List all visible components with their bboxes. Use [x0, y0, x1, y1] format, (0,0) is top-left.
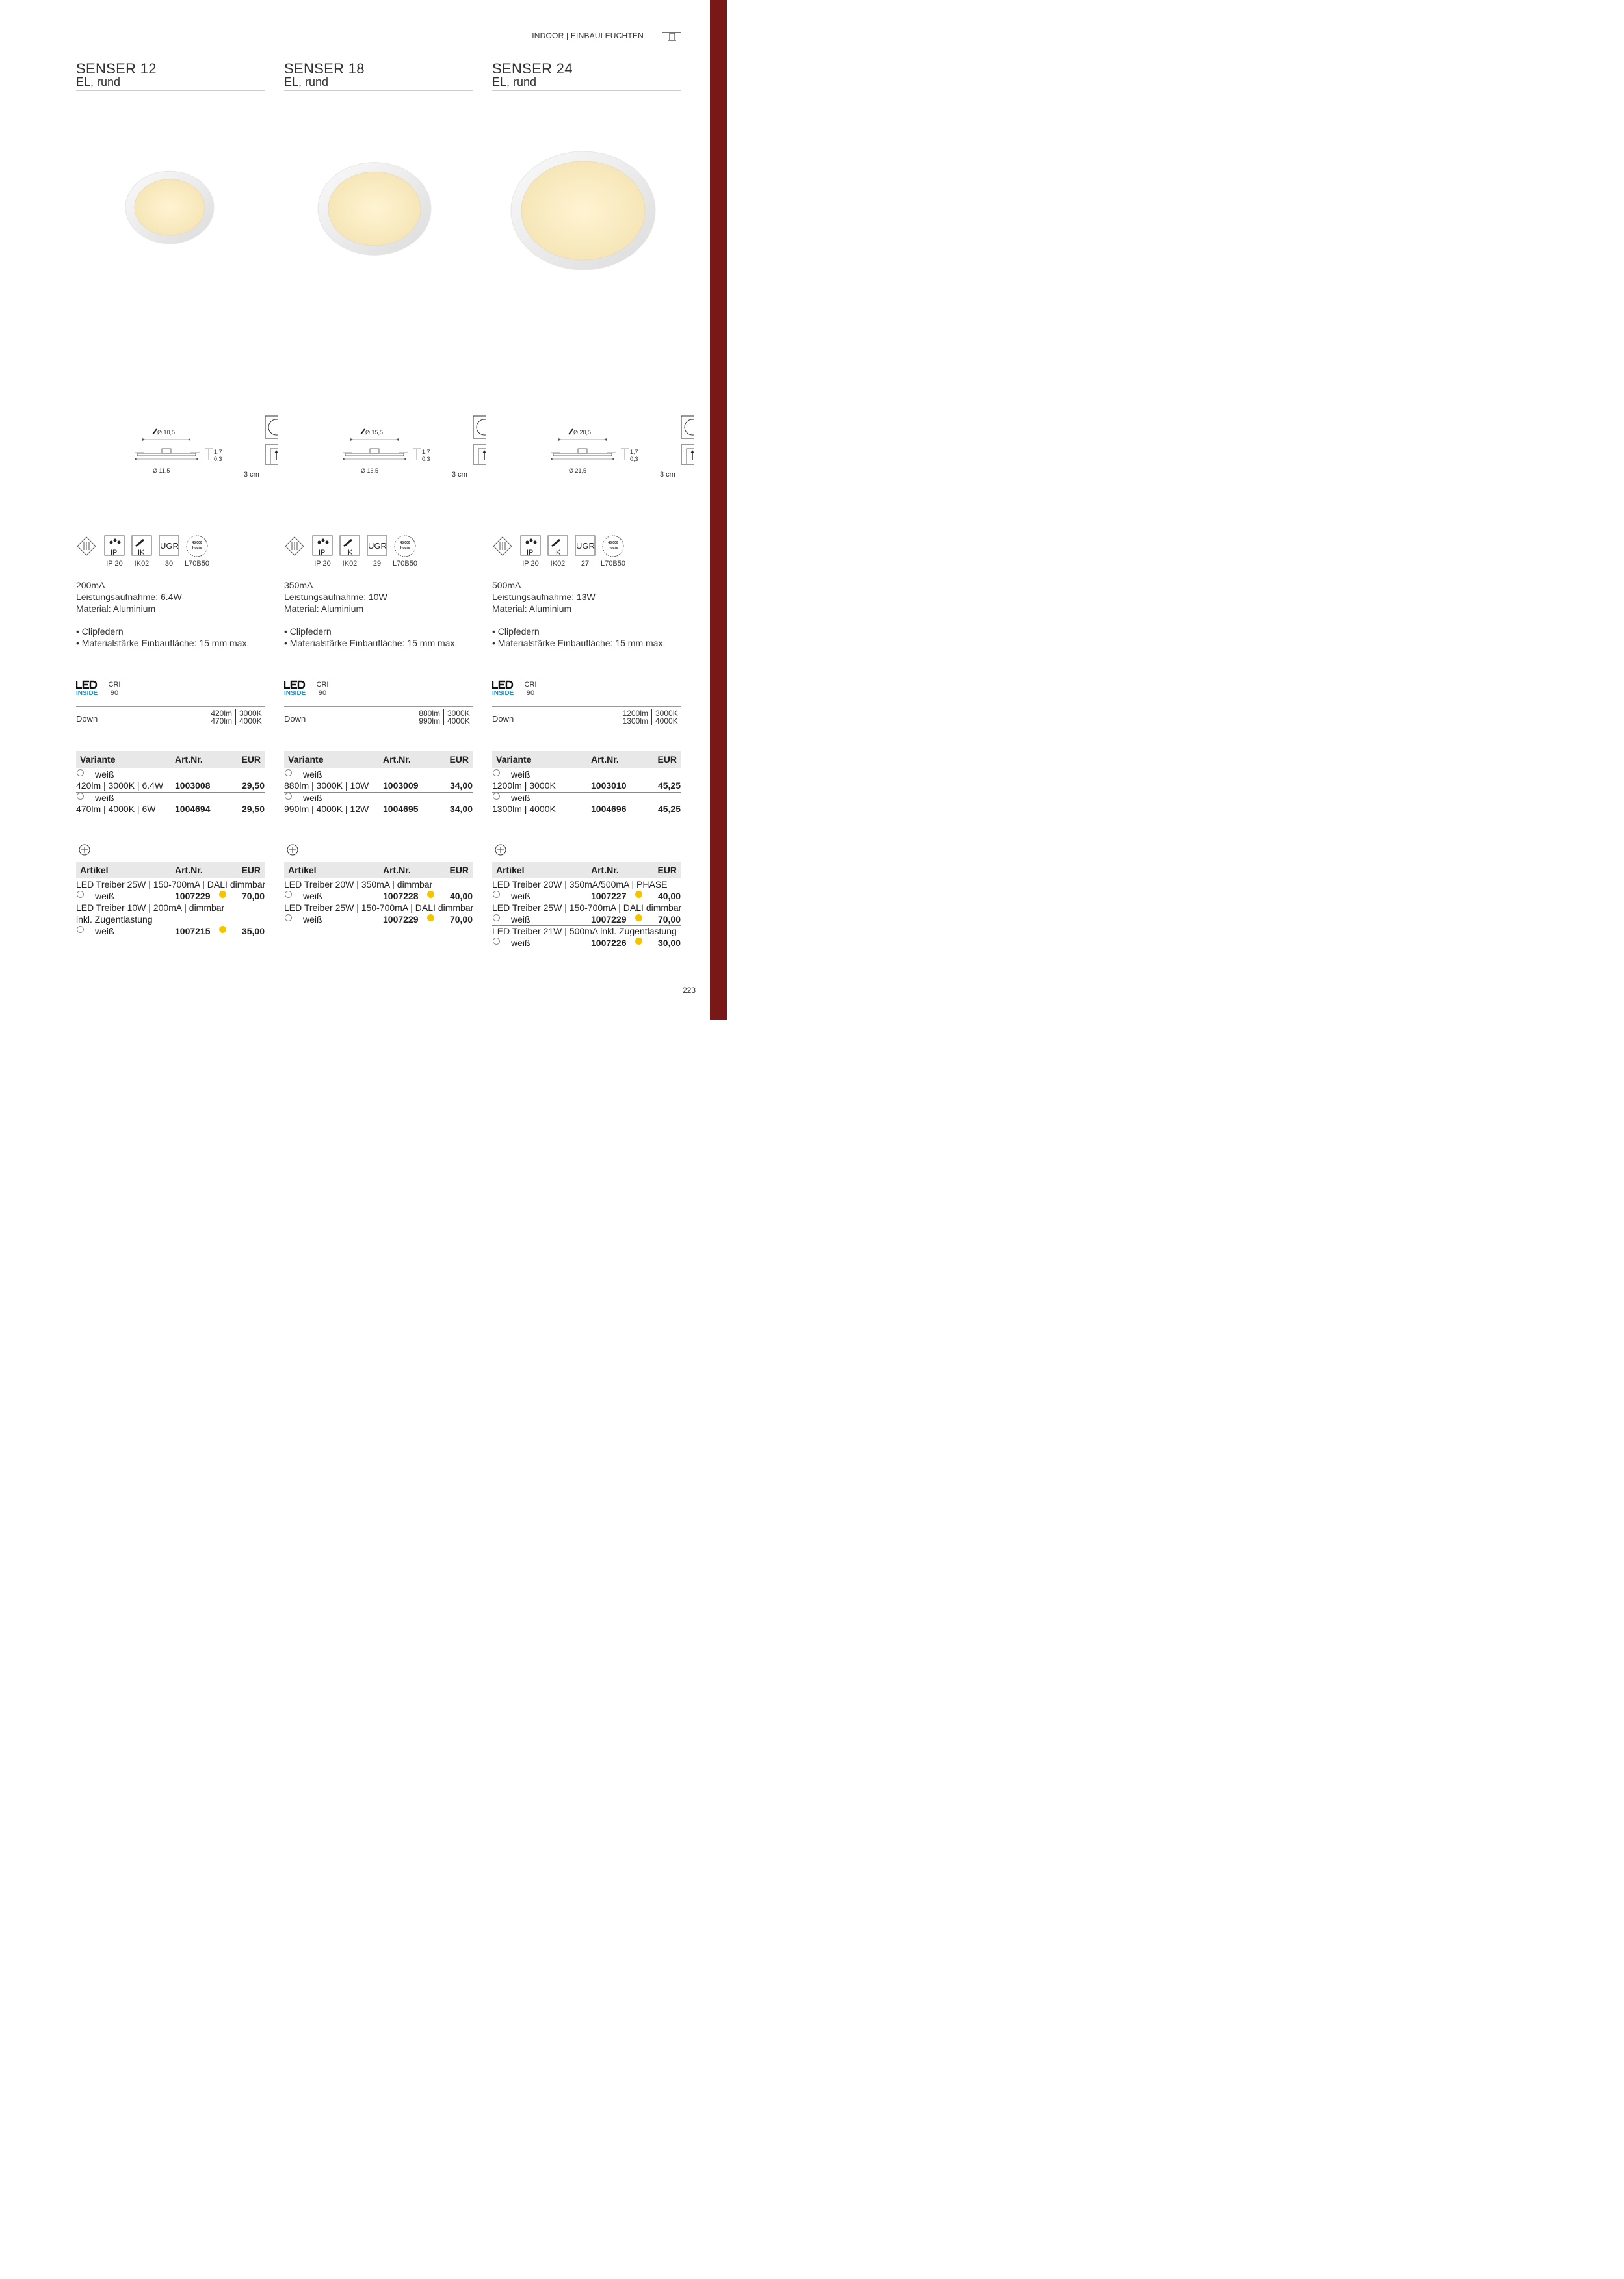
accessory-price: 70,00: [657, 914, 681, 925]
accessory-name: [76, 879, 265, 891]
cri-value: 90: [318, 689, 327, 697]
lumen-value: 880lm: [419, 709, 440, 718]
accessory-name: [492, 879, 681, 891]
col-variante: Variante: [288, 754, 324, 765]
current-spec: 500mA: [492, 580, 521, 590]
cri-badge: [313, 679, 332, 698]
variant-color: weiß: [95, 793, 114, 803]
col-artikel: Artikel: [496, 865, 525, 875]
cri-label: CRI: [108, 681, 121, 689]
accessory-name-line: LED Treiber 25W | 150-700mA | DALI dimmbar: [284, 902, 474, 913]
distribution-label: Down: [284, 714, 306, 724]
cri-label: CRI: [316, 681, 329, 689]
accessory-radio[interactable]: [285, 914, 292, 921]
accessory-table-header: [76, 862, 265, 878]
variant-article-number: 1003010: [591, 780, 627, 791]
variant-article-number: 1003009: [383, 780, 419, 791]
lumen-value: 990lm: [419, 717, 440, 726]
product-photo: [311, 146, 438, 272]
variant-price: 45,25: [657, 804, 681, 814]
variant-radio[interactable]: [493, 769, 500, 776]
hours-badge-bottom: Hours: [400, 546, 410, 550]
variant-color: weiß: [95, 769, 114, 780]
variant-color-row[interactable]: [492, 793, 681, 804]
cri-value: 90: [526, 689, 535, 697]
dim-outer-diameter: Ø 21,5: [569, 468, 587, 474]
dim-inner-diameter: Ø 10,5: [157, 429, 176, 436]
cri-badge: [521, 679, 540, 698]
ik-badge-text: IK: [138, 549, 145, 557]
lifetime-value: L70B50: [185, 560, 209, 568]
col-artikel: Artikel: [80, 865, 109, 875]
title-divider: [76, 90, 265, 91]
variant-radio[interactable]: [285, 769, 292, 776]
hours-badge-top: 48 000: [192, 541, 202, 545]
col-artnr: Art.Nr.: [175, 865, 203, 875]
variant-table-header: [76, 751, 265, 768]
power-spec: Leistungsaufnahme: 10W: [284, 592, 387, 602]
ik-value: IK02: [134, 560, 150, 568]
accessory-table-header: [284, 862, 473, 878]
accessory-row[interactable]: [492, 938, 681, 949]
page-number: 223: [682, 986, 696, 995]
variant-description: 990lm | 4000K | 12W: [284, 804, 369, 814]
variant-row[interactable]: [76, 780, 265, 793]
variant-color-row[interactable]: [284, 793, 473, 804]
accessory-name-line: LED Treiber 25W | 150-700mA | DALI dimmbar: [76, 879, 266, 889]
accessory-row[interactable]: [284, 891, 473, 902]
variant-color: weiß: [303, 793, 322, 803]
accessory-name-line: inkl. Zugentlastung: [76, 914, 153, 925]
accessory-color: weiß: [95, 926, 114, 936]
accessory-price: 40,00: [449, 891, 473, 901]
ip-badge-text: IP: [319, 549, 326, 557]
distribution-divider: [492, 706, 681, 707]
accessory-name-line: LED Treiber 20W | 350mA/500mA | PHASE: [492, 879, 668, 889]
material-spec: Material: Aluminium: [284, 603, 364, 614]
col-eur: EUR: [241, 865, 261, 875]
variant-price: 34,00: [449, 804, 473, 814]
dim-height: 1,7: [422, 449, 430, 455]
bullet-item: • Materialstärke Einbaufläche: 15 mm max.: [284, 638, 458, 648]
variant-row[interactable]: [492, 804, 681, 816]
hours-badge-top: 48 000: [608, 541, 618, 545]
category-header: INDOOR | EINBAULEUCHTEN: [532, 31, 644, 40]
spec-list: [76, 579, 182, 614]
kelvin-value: 3000K: [447, 709, 470, 718]
col-eur: EUR: [657, 865, 677, 875]
product-photo: [504, 132, 662, 289]
title-divider: [284, 90, 473, 91]
kelvin-values: [235, 709, 263, 725]
kelvin-value: 4000K: [655, 717, 678, 726]
lumen-value: 420lm: [211, 709, 232, 718]
bullet-item: • Clipfedern: [284, 626, 332, 637]
accessory-color: weiß: [303, 914, 322, 925]
variant-article-number: 1004695: [383, 804, 419, 814]
accessory-article-number: 1007229: [383, 914, 419, 925]
col-artnr: Art.Nr.: [591, 754, 619, 765]
kelvin-values: [443, 709, 471, 725]
accessory-row[interactable]: [284, 914, 473, 926]
availability-dot-icon: [427, 891, 434, 898]
accessory-radio[interactable]: [77, 926, 84, 933]
accessory-article-number: 1007229: [591, 914, 627, 925]
accessory-row[interactable]: [76, 926, 265, 938]
variant-description: 1300lm | 4000K: [492, 804, 556, 814]
accessory-name-line: LED Treiber 10W | 200mA | dimmbar: [76, 902, 225, 913]
ik-value: IK02: [550, 560, 566, 568]
accessory-radio[interactable]: [285, 891, 292, 898]
product-column: [284, 0, 473, 1020]
accessory-name: [284, 902, 473, 914]
variant-description: 880lm | 3000K | 10W: [284, 780, 369, 791]
accessory-table-header: [492, 862, 681, 878]
kelvin-value: 3000K: [239, 709, 262, 718]
variant-radio[interactable]: [77, 769, 84, 776]
class-iii-icon: [493, 537, 512, 555]
product-subtitle: EL, rund: [492, 75, 537, 88]
dim-flange-height: 0,3: [214, 456, 222, 462]
product-title: SENSER 24: [492, 60, 573, 77]
variant-article-number: 1004694: [175, 804, 211, 814]
accessory-radio[interactable]: [493, 891, 500, 898]
accessory-name: [76, 914, 265, 926]
variant-radio[interactable]: [77, 793, 84, 800]
spec-list: [492, 579, 596, 614]
hours-badge-top: 48 000: [400, 541, 410, 545]
variant-radio[interactable]: [285, 793, 292, 800]
accessories-plus-icon: [495, 844, 506, 856]
hours-badge-bottom: Hours: [608, 546, 618, 550]
product-subtitle: EL, rund: [76, 75, 121, 88]
power-spec: Leistungsaufnahme: 6.4W: [76, 592, 182, 602]
ip-value: IP 20: [106, 560, 123, 568]
lumen-value: 470lm: [211, 717, 232, 726]
lumen-value: 1200lm: [622, 709, 648, 718]
product-column: [76, 0, 265, 1020]
ik-badge-text: IK: [554, 549, 561, 557]
ip-badge-text: IP: [527, 549, 534, 557]
accessory-name: [76, 902, 265, 914]
class-iii-icon: [77, 537, 96, 555]
distribution-divider: [76, 706, 265, 707]
dim-height: 1,7: [214, 449, 222, 455]
ip-value: IP 20: [314, 560, 331, 568]
product-subtitle: EL, rund: [284, 75, 329, 88]
distribution-divider: [284, 706, 473, 707]
led-inside-label: INSIDE: [492, 690, 514, 697]
variant-color-row[interactable]: [76, 769, 265, 781]
led-inside-label: INSIDE: [76, 690, 98, 697]
bullet-item: • Materialstärke Einbaufläche: 15 mm max.: [76, 638, 250, 648]
col-eur: EUR: [241, 754, 261, 765]
current-spec: 200mA: [76, 580, 105, 590]
lumen-value: 1300lm: [622, 717, 648, 726]
accessory-price: 35,00: [241, 926, 265, 936]
distribution-label: Down: [76, 714, 98, 724]
lifetime-value: L70B50: [393, 560, 417, 568]
accessory-color: weiß: [95, 891, 114, 901]
accessory-name-line: LED Treiber 25W | 150-700mA | DALI dimmbar: [492, 902, 682, 913]
kelvin-value: 4000K: [239, 717, 262, 726]
col-artnr: Art.Nr.: [591, 865, 619, 875]
col-eur: EUR: [449, 865, 469, 875]
accessory-row[interactable]: [76, 891, 265, 902]
dim-flange-height: 0,3: [630, 456, 638, 462]
variant-description: 1200lm | 3000K: [492, 780, 556, 791]
col-eur: EUR: [657, 754, 677, 765]
page-edge-accent-bar: [710, 0, 727, 1020]
cri-value: 90: [110, 689, 119, 697]
ugr-badge-text: UGR: [368, 541, 387, 551]
accessory-name: [492, 926, 681, 938]
cri-label: CRI: [524, 681, 537, 689]
ugr-badge-text: UGR: [160, 541, 179, 551]
variant-radio[interactable]: [493, 793, 500, 800]
accessory-price: 40,00: [657, 891, 681, 901]
dim-outer-diameter: Ø 16,5: [361, 468, 379, 474]
accessory-name-line: LED Treiber 21W | 500mA inkl. Zugentlastung: [492, 926, 677, 936]
accessory-name: [284, 879, 473, 891]
col-variante: Variante: [496, 754, 532, 765]
accessory-price: 70,00: [241, 891, 265, 901]
availability-dot-icon: [635, 938, 642, 945]
material-spec: Material: Aluminium: [492, 603, 572, 614]
accessory-color: weiß: [511, 891, 530, 901]
accessory-color: weiß: [511, 938, 530, 948]
availability-dot-icon: [635, 914, 642, 921]
variant-color: weiß: [511, 793, 530, 803]
accessory-article-number: 1007227: [591, 891, 627, 901]
kelvin-value: 3000K: [655, 709, 678, 718]
variant-row[interactable]: [492, 780, 681, 793]
col-artnr: Art.Nr.: [383, 754, 411, 765]
feature-bullets: [76, 626, 249, 649]
variant-price: 34,00: [449, 780, 473, 791]
product-column: [492, 0, 681, 1020]
hours-badge-bottom: Hours: [192, 546, 202, 550]
dim-inner-diameter: Ø 20,5: [573, 429, 592, 436]
lifetime-value: L70B50: [601, 560, 625, 568]
led-inside-label: INSIDE: [284, 690, 306, 697]
screwdriver-icon: [153, 429, 157, 434]
lumen-values: [187, 709, 232, 725]
ik-value: IK02: [342, 560, 358, 568]
dim-inner-diameter: Ø 15,5: [365, 429, 384, 436]
accessory-color: weiß: [511, 914, 530, 925]
variant-article-number: 1003008: [175, 780, 211, 791]
accessory-article-number: 1007215: [175, 926, 211, 936]
ik-badge-text: IK: [346, 549, 353, 557]
variant-price: 29,50: [241, 804, 265, 814]
availability-dot-icon: [427, 914, 434, 921]
col-eur: EUR: [449, 754, 469, 765]
spec-list: [284, 579, 387, 614]
availability-dot-icon: [219, 891, 226, 898]
cutout-depth: 3 cm: [660, 471, 675, 479]
class-iii-icon: [285, 537, 304, 555]
variant-color-row[interactable]: [76, 793, 265, 804]
screwdriver-icon: [361, 429, 365, 434]
availability-dot-icon: [219, 926, 226, 933]
accessory-name: [492, 902, 681, 914]
ugr-badge-text: UGR: [576, 541, 595, 551]
bullet-item: • Clipfedern: [76, 626, 124, 637]
variant-color: weiß: [511, 769, 530, 780]
product-photo: [119, 157, 220, 258]
cri-badge: [105, 679, 124, 698]
screwdriver-icon: [569, 429, 573, 434]
accessory-article-number: 1007229: [175, 891, 211, 901]
variant-price: 29,50: [241, 780, 265, 791]
ugr-value: 30: [164, 560, 174, 568]
feature-bullets: [284, 626, 457, 649]
col-artnr: Art.Nr.: [383, 865, 411, 875]
variant-color-row[interactable]: [284, 769, 473, 781]
bullet-item: • Clipfedern: [492, 626, 540, 637]
product-title: SENSER 12: [76, 60, 157, 77]
material-spec: Material: Aluminium: [76, 603, 156, 614]
ugr-value: 29: [373, 560, 382, 568]
kelvin-value: 4000K: [447, 717, 470, 726]
accessory-price: 70,00: [449, 914, 473, 925]
variant-row[interactable]: [284, 804, 473, 816]
variant-color-row[interactable]: [492, 769, 681, 781]
accessory-row[interactable]: [492, 914, 681, 926]
col-variante: Variante: [80, 754, 116, 765]
variant-article-number: 1004696: [591, 804, 627, 814]
variant-price: 45,25: [657, 780, 681, 791]
accessories-plus-icon: [79, 844, 90, 856]
distribution-label: Down: [492, 714, 514, 724]
accessory-radio[interactable]: [493, 938, 500, 945]
variant-description: 470lm | 4000K | 6W: [76, 804, 156, 814]
accessory-article-number: 1007226: [591, 938, 627, 948]
col-artikel: Artikel: [288, 865, 317, 875]
cutout-depth: 3 cm: [244, 471, 259, 479]
power-spec: Leistungsaufnahme: 13W: [492, 592, 596, 602]
accessory-article-number: 1007228: [383, 891, 419, 901]
ugr-value: 27: [581, 560, 590, 568]
dim-flange-height: 0,3: [422, 456, 430, 462]
ip-badge-text: IP: [111, 549, 118, 557]
bullet-item: • Materialstärke Einbaufläche: 15 mm max.: [492, 638, 666, 648]
variant-table-header: [284, 751, 473, 768]
col-artnr: Art.Nr.: [175, 754, 203, 765]
product-title: SENSER 18: [284, 60, 365, 77]
lumen-values: [395, 709, 440, 725]
ip-value: IP 20: [522, 560, 539, 568]
availability-dot-icon: [635, 891, 642, 898]
variant-color: weiß: [303, 769, 322, 780]
accessory-color: weiß: [303, 891, 322, 901]
accessory-radio[interactable]: [493, 914, 500, 921]
feature-bullets: [492, 626, 665, 649]
variant-description: 420lm | 3000K | 6.4W: [76, 780, 164, 791]
accessory-radio[interactable]: [77, 891, 84, 898]
accessories-plus-icon: [287, 844, 298, 856]
current-spec: 350mA: [284, 580, 313, 590]
variant-row[interactable]: [284, 780, 473, 793]
kelvin-values: [651, 709, 679, 725]
variant-table-header: [492, 751, 681, 768]
dim-height: 1,7: [630, 449, 638, 455]
lumen-values: [603, 709, 648, 725]
accessory-name-line: LED Treiber 20W | 350mA | dimmbar: [284, 879, 433, 889]
accessory-row[interactable]: [492, 891, 681, 902]
accessory-price: 30,00: [657, 938, 681, 948]
variant-row[interactable]: [76, 804, 265, 816]
cutout-depth: 3 cm: [452, 471, 467, 479]
dim-outer-diameter: Ø 11,5: [153, 468, 170, 474]
title-divider: [492, 90, 681, 91]
